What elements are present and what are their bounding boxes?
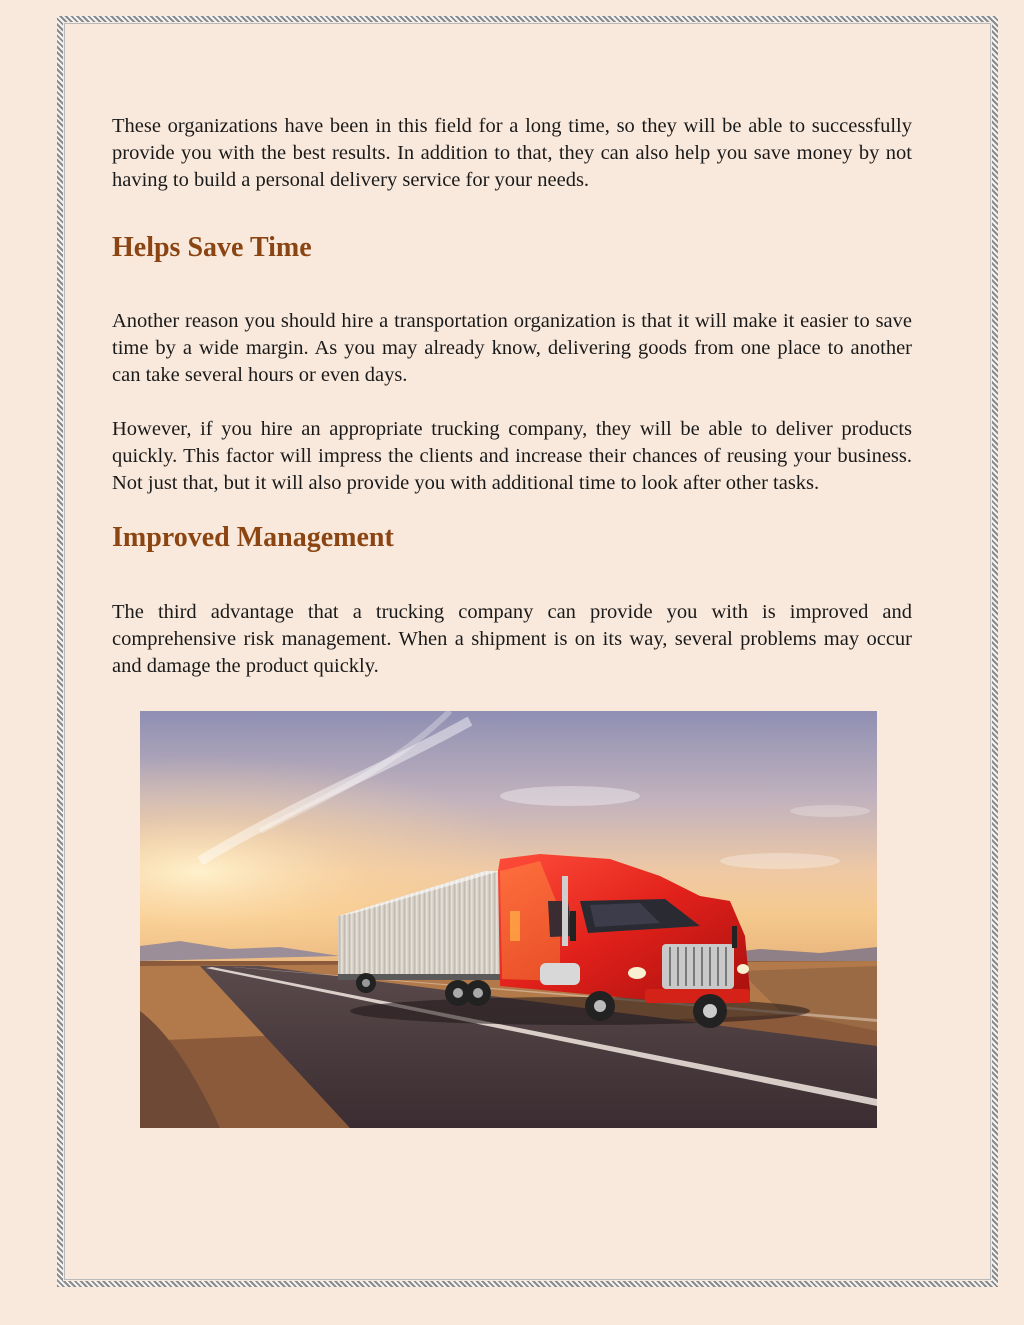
- paragraph-intro: These organizations have been in this field for a long time, so they will be able to successfully provide you with the best results. In addition to that, they can also help you save money by not having to build a personal delivery service for your needs.: [112, 115, 912, 191]
- paragraph-save-time-1: Another reason you should hire a transportation organization is that it will make it easier to save time by a wide margin. As you may already know, delivering goods from one place to another can take several hours or even days.: [112, 310, 912, 386]
- paragraph-improved-management: The third advantage that a trucking company can provide you with is improved and comprehensive risk management. When a shipment is on its way, several problems may occur and damage the product quickly.: [112, 601, 912, 677]
- heading-improved-management: Improved Management: [112, 522, 394, 553]
- truck-illustration: [140, 711, 877, 1128]
- truck-photo: [140, 711, 877, 1128]
- article-content: [112, 113, 912, 680]
- paragraph-save-time-2: However, if you hire an appropriate trucking company, they will be able to deliver products quickly. This factor will impress the clients and increase their chances of reusing your business. Not just that, but it will also provide you with additional time to look after other tasks.: [112, 418, 912, 494]
- heading-helps-save-time: Helps Save Time: [112, 232, 312, 263]
